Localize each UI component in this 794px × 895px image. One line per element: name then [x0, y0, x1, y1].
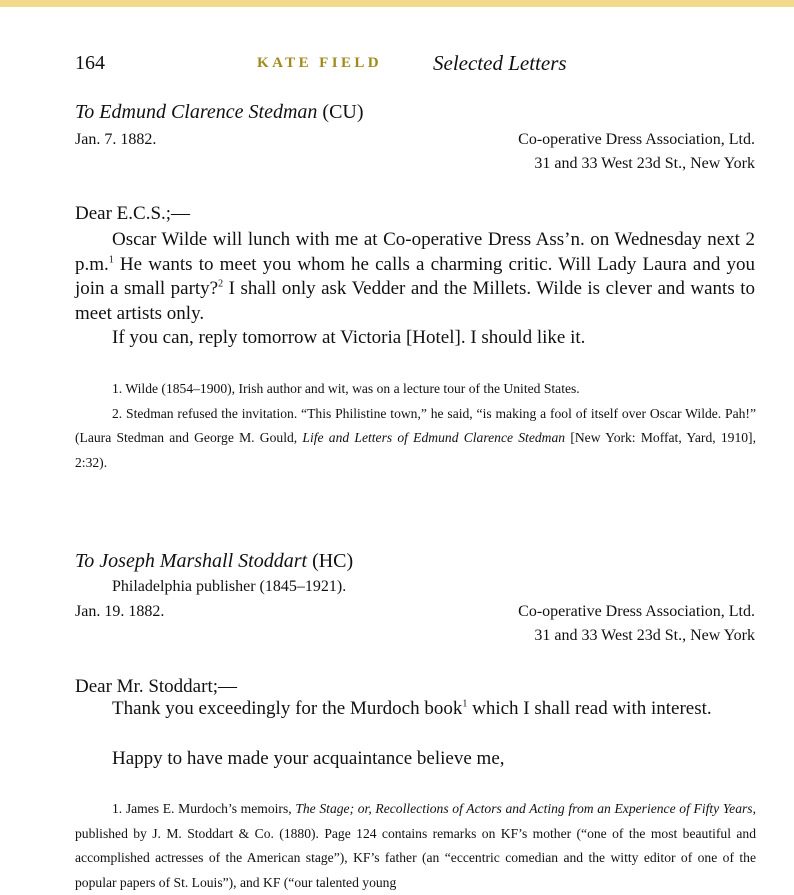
letter1-footnote-2-text-a: 2. Stedman refused the invitation. “This Philistine town,” he said, “is making a fool of itself over Oscar Wilde. Pah!” (Laura Stedman and George M. Gould, — [75, 405, 756, 445]
letter2-date: Jan. 19. 1882. — [75, 603, 165, 620]
letter1-footnote-2 — [75, 402, 756, 476]
letter2-recipient: To Joseph Marshall Stoddart — [75, 550, 308, 572]
letter2-body-text-a: Thank you exceedingly for the Murdoch book — [112, 698, 463, 719]
letter1-footnote-1: 1. Wilde (1854–1900), Irish author and wit, was on a lecture tour of the United States. — [112, 381, 580, 396]
letter2-heading — [75, 550, 353, 573]
letter1-address-line2: 31 and 33 West 23d St., New York — [534, 155, 755, 172]
running-header-title: Selected Letters — [433, 51, 567, 75]
letter2-footnote-1-text-a: 1. James E. Murdoch’s memoirs, — [112, 801, 296, 816]
letter2-collection: (HC) — [312, 550, 354, 572]
letter1-collection: (CU) — [322, 101, 364, 123]
letter2-footnote-1-title: The Stage; or, Recollections of Actors and Acting from an Experience of Fifty Years — [295, 801, 753, 816]
footnote-marker: 2 — [218, 278, 224, 290]
letter2-address-line2: 31 and 33 West 23d St., New York — [534, 627, 755, 644]
letter1-date: Jan. 7. 1882. — [75, 131, 157, 148]
letter1-footnotes — [75, 377, 756, 475]
letter2-body-paragraph-1 — [75, 697, 755, 722]
letter2-recipient-description: Philadelphia publisher (1845–1921). — [112, 578, 347, 595]
letter1-body-paragraph-1 — [75, 228, 755, 326]
letter2-address-line1: Co-operative Dress Association, Ltd. — [518, 603, 755, 620]
letter1-recipient: To Edmund Clarence Stedman — [75, 101, 318, 123]
letter2-body-text-b: which I shall read with interest. — [467, 698, 712, 719]
running-header-author: KATE FIELD — [257, 55, 382, 71]
letter1-address-line1: Co-operative Dress Association, Ltd. — [518, 131, 755, 148]
letter1-body-text-a: Oscar Wilde will lunch with me at Co-operative Dress Ass’n. on Wednesday next 2 p.m. — [75, 229, 755, 275]
letter1-body-paragraph-2: If you can, reply tomorrow at Victoria [Hotel]. I should like it. — [112, 327, 586, 348]
letter1-salutation: Dear E.C.S.;— — [75, 203, 191, 224]
letter1-heading — [75, 101, 364, 124]
letter1-body-text-c: I shall only ask Vedder and the Millets. Wilde is clever and wants to meet artists only. — [75, 278, 755, 324]
footnote-marker: 1 — [108, 254, 114, 266]
letter2-footnote-1-text-b: , published by J. M. Stoddart & Co. (1880). Page 124 contains remarks on KF’s mother (“one of the most beautiful and accomplished actresses of the American stage”), KF’s father (an “eccentric comedian and the witty editor of one of the popular papers of St. Louis”), and KF (“our talented young — [75, 801, 756, 890]
letter2-footnote-1 — [75, 797, 756, 895]
letter2-body-paragraph-2: Happy to have made your acquaintance believe me, — [112, 748, 505, 769]
letter2-salutation: Dear Mr. Stoddart;— — [75, 676, 238, 697]
letter1-footnote-2-title: Life and Letters of Edmund Clarence Stedman — [302, 430, 566, 445]
letter1-footnote-2-text-b: [New York: Moffat, Yard, 1910], 2:32). — [75, 430, 756, 470]
letter1-body-text-b: He wants to meet you whom he calls a charming critic. Will Lady Laura and you join a small party? — [75, 253, 755, 299]
letter2-footnotes — [75, 797, 756, 895]
footnote-marker: 1 — [462, 698, 468, 710]
page-number: 164 — [75, 52, 105, 74]
